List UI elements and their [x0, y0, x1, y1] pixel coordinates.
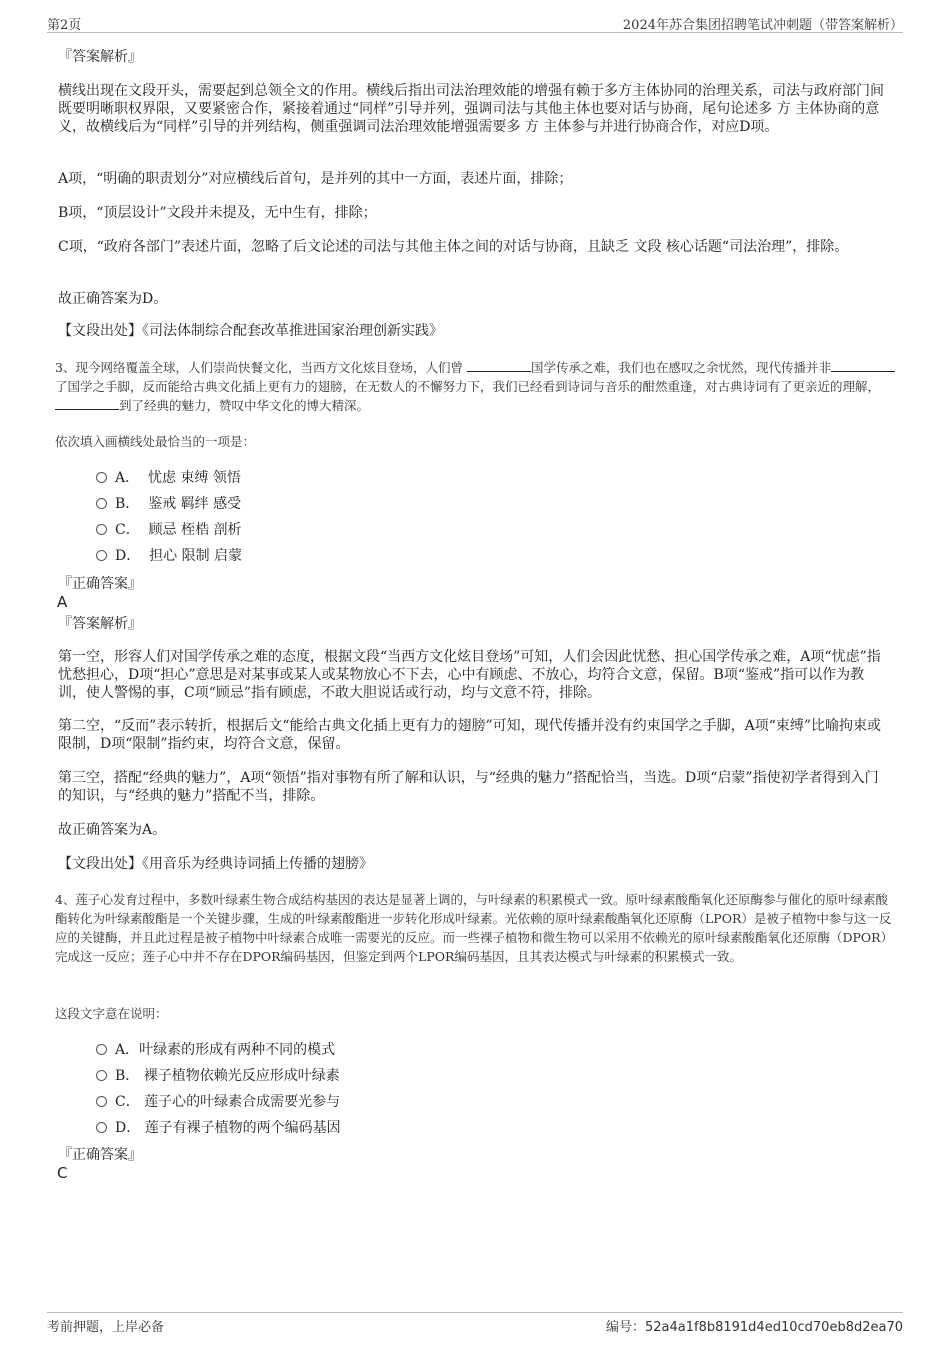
q2-analysis-label: 『答案解析』 [58, 49, 142, 65]
q3-conclusion: 故正确答案为A。 [58, 822, 167, 838]
q2-option-b-note: B项，“顶层设计”文段并未提及，无中生有，排除； [58, 205, 377, 221]
q2-option-a-note: A项，“明确的职责划分”对应横线后首句，是并列的其中一方面，表述片面，排除； [58, 171, 573, 187]
footer-slogan: 考前押题，上岸必备 [47, 1320, 165, 1335]
code-label: 编号： [605, 1320, 645, 1335]
q3-analysis-label: 『答案解析』 [58, 616, 142, 632]
fill-blank-1 [467, 359, 531, 372]
q4-option-d[interactable]: D． 莲子有裸子植物的两个编码基因 [96, 1119, 341, 1137]
q2-analysis: 横线出现在文段开头，需要起到总领全文的作用。横线后指出司法治理效能的增强有赖于多方主体协同的治理关系，司法与政府部门间既要明晰职权界限，又要紧密合作，紧接着通过“同样”引导并列，强调司法与其他主体也要对话与协商，尾句论述多 方 主体协商的意义，故横线后为“同样”引导的并列结构，侧重强调司法治理效能增强需要多 方 主体参与并进行协商合作，对应D项。 [58, 83, 884, 135]
q3-option-b[interactable]: B． 鉴戒 羁绊 感受 [96, 495, 241, 513]
q4-stem: 4、莲子心发育过程中，多数叶绿素生物合成结构基因的表达是显著上调的，与叶绿素的积累模式一致。原叶绿素酸酯氧化还原酶参与催化的原叶绿素酸酯转化为叶绿素酸酯是一个关键步骤，生成的叶绿素酸酯进一步转化形成叶绿素。光依赖的原叶绿素酸酯氧化还原酶（LPOR）是被子植物中参与这一反应的关键酶，并且此过程是被子植物中叶绿素合成唯一需要光的反应。而一些裸子植物和微生物可以采用不依赖光的原叶绿素酸酯氧化还原酶（DPOR）完成这一反应；莲子心中并不存在DPOR编码基因，但鉴定到两个LPOR编码基因，且其表达模式与叶绿素的积累模式一致。 [55, 892, 894, 964]
q2-conclusion: 故正确答案为D。 [58, 291, 168, 307]
radio-icon[interactable] [96, 1070, 107, 1081]
radio-icon[interactable] [96, 550, 107, 561]
radio-icon[interactable] [96, 1096, 107, 1107]
q3-source: 【文段出处】《用音乐为经典诗词插上传播的翅膀》 [58, 856, 373, 872]
radio-icon[interactable] [96, 472, 107, 483]
page-header [47, 12, 903, 33]
q3-analysis-3: 第三空，搭配“经典的魅力”，A项“领悟”指对事物有所了解和认识，与“经典的魅力”搭配恰当，当选。D项“启蒙”指使初学者得到入门的知识，与“经典的魅力”搭配不当，排除。 [58, 770, 879, 804]
q3-stem-part-4: 到了经典的魅力，赞叹中华文化的博大精深。 [119, 398, 370, 413]
q3-answer-label: 『正确答案』 [58, 576, 142, 592]
q3-analysis-1: 第一空，形容人们对国学传承之难的态度，根据文段“当西方文化炫目登场”可知，人们会因此忧愁、担心国学传承之难，A项“忧虑”指忧愁担心，D项“担心”意思是对某事或某人或某物放心不下去，心中有顾虑、不放心，均符合文意，保留。B项“鉴戒”指可以作为教训，使人警惕的事，C项“顾忌”指有顾虑，不敢大胆说话或行动，均与文意不符，排除。 [58, 649, 881, 701]
q3-option-c[interactable]: C． 顾忌 桎梏 剖析 [96, 521, 242, 539]
q3-stem-part-3: 了国学之手脚，反而能给古典文化插上更有力的翅膀，在无数人的不懈努力下，我们已经看到诗词与音乐的酣然重逢，对古典诗词有了更亲近的理解， [55, 379, 881, 394]
q3-stem [55, 358, 897, 415]
radio-icon[interactable] [96, 1044, 107, 1055]
q3-analysis-2: 第二空，“反而”表示转折，根据后文“能给古典文化插上更有力的翅膀”可知，现代传播并没有约束国学之手脚，A项“束缚”比喻拘束或限制，D项“限制”指约束，均符合文意，保留。 [58, 718, 882, 752]
q4-answer: C [57, 1164, 68, 1182]
q4-answer-label: 『正确答案』 [58, 1147, 142, 1163]
q4-option-c[interactable]: C． 莲子心的叶绿素合成需要光参与 [96, 1093, 340, 1111]
document-title: 2024年苏合集团招聘笔试冲刺题（带答案解析） [622, 18, 903, 33]
q4-option-a[interactable]: A．叶绿素的形成有两种不同的模式 [96, 1041, 335, 1059]
document-code [606, 1316, 903, 1335]
page-footer [47, 1312, 903, 1335]
q3-prompt: 依次填入画横线处最恰当的一项是： [55, 434, 256, 449]
q3-option-a[interactable]: A． 忧虑 束缚 领悟 [96, 469, 241, 487]
q4-prompt: 这段文字意在说明： [55, 1006, 168, 1021]
radio-icon[interactable] [96, 498, 107, 509]
q3-stem-part-1: 3、现今网络覆盖全球，人们崇尚快餐文化，当西方文化炫目登场，人们曾 [55, 360, 463, 375]
q3-option-d[interactable]: D． 担心 限制 启蒙 [96, 547, 242, 565]
page-number: 第2页 [47, 18, 82, 33]
radio-icon[interactable] [96, 524, 107, 535]
code-value: 52a4a1f8b8191d4ed10cd70eb8d2ea70 [644, 1320, 903, 1335]
q3-stem-part-2: 国学传承之难，我们也在感叹之余忧然，现代传播并非 [530, 360, 831, 375]
fill-blank-2 [831, 359, 895, 372]
q3-answer: A [57, 593, 68, 611]
fill-blank-3 [55, 397, 119, 410]
radio-icon[interactable] [96, 1122, 107, 1133]
q2-source: 【文段出处】《司法体制综合配套改革推进国家治理创新实践》 [58, 323, 443, 339]
q2-option-c-note: C项，“政府各部门”表述片面，忽略了后文论述的司法与其他主体之间的对话与协商，且缺乏 文段 核心话题“司法治理”，排除。 [58, 239, 849, 255]
q4-option-b[interactable]: B． 裸子植物依赖光反应形成叶绿素 [96, 1067, 340, 1085]
